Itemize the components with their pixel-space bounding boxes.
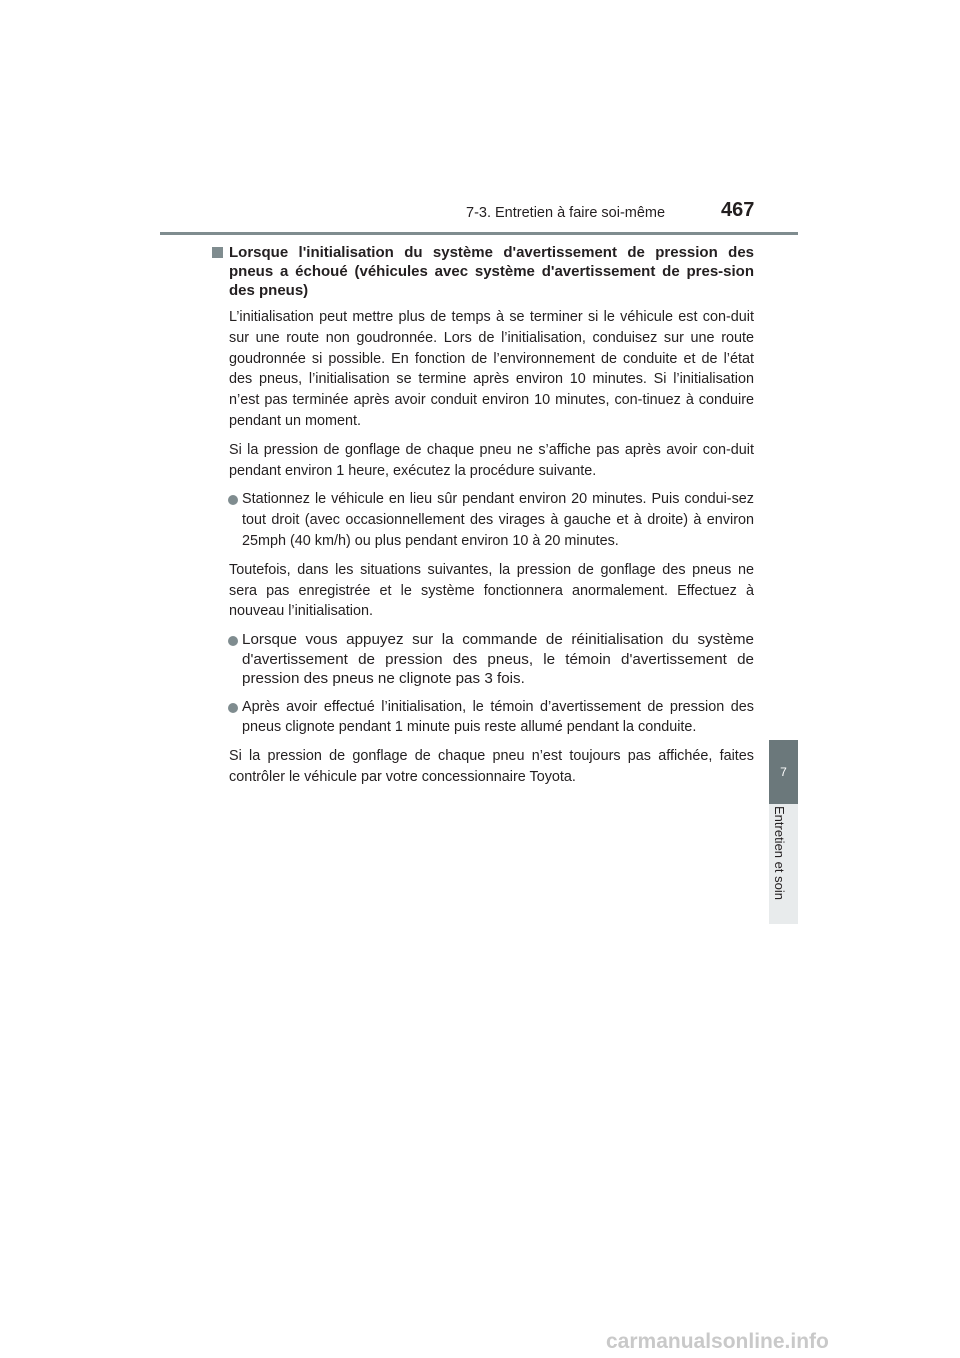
circle-bullet-icon [228, 703, 238, 713]
bullet-text-3: Après avoir effectué l’initialisation, le témoin d’avertissement de pression des pneus clignote pendant 1 minute puis reste allumé pendant la conduite. [242, 698, 754, 736]
bullet-text-1: Stationnez le véhicule en lieu sûr pendant environ 20 minutes. Puis condui-sez tout droit (avec occasionnellement des virages à gauche et à droite) à environ 25mph (40 km/h) ou plus pendant environ 10 à 20 minutes. [242, 491, 754, 549]
watermark: carmanualsonline.info [606, 1330, 829, 1353]
header-divider [160, 232, 798, 235]
circle-bullet-icon [228, 636, 238, 646]
bullet-item-1 [242, 489, 754, 551]
bullet-item-2 [242, 630, 754, 689]
page-number: 467 [721, 199, 755, 221]
heading-text: Lorsque l'initialisation du système d'avertissement de pression des pneus a échoué (véhicules avec système d'avertissement de pres-sion des pneus) [229, 244, 754, 299]
paragraph-1: L’initialisation peut mettre plus de temps à se terminer si le véhicule est con-duit sur une route non goudronnée. Lors de l’initialisation, conduisez sur une route goudronnée si possible. En fonction de l’environnement de conduite et de l’état des pneus, l’initialisation se termine après environ 10 minutes. Si l’initialisation n’est pas terminée après avoir conduit environ 10 minutes, con-tinuez à conduire pendant un moment. [229, 309, 754, 429]
chapter-title: Entretien et soin [772, 806, 787, 900]
bullet-text-2: Lorsque vous appuyez sur la commande de réinitialisation du système d'avertissement de pression des pneus, le témoin d'avertissement de pression des pneus ne clignote pas 3 fois. [242, 631, 754, 688]
square-bullet-icon [212, 247, 223, 258]
paragraph-4: Si la pression de gonflage de chaque pneu n’est toujours pas affichée, faites contrôler le véhicule par votre concessionnaire Toyota. [229, 748, 754, 786]
main-content [212, 243, 754, 796]
chapter-tab: 7 [769, 740, 798, 804]
paragraph-3: Toutefois, dans les situations suivantes, la pression de gonflage des pneus ne sera pas enregistrée et le système fonctionnera anormalement. Effectuez à nouveau l’initialisation. [229, 561, 754, 620]
paragraph-2: Si la pression de gonflage de chaque pneu ne s’affiche pas après avoir con-duit pendant environ 1 heure, exécutez la procédure suivante. [229, 441, 754, 479]
section-title: 7-3. Entretien à faire soi-même [466, 205, 666, 221]
bullet-item-3 [242, 697, 754, 739]
circle-bullet-icon [228, 495, 238, 505]
section-heading [229, 243, 754, 300]
